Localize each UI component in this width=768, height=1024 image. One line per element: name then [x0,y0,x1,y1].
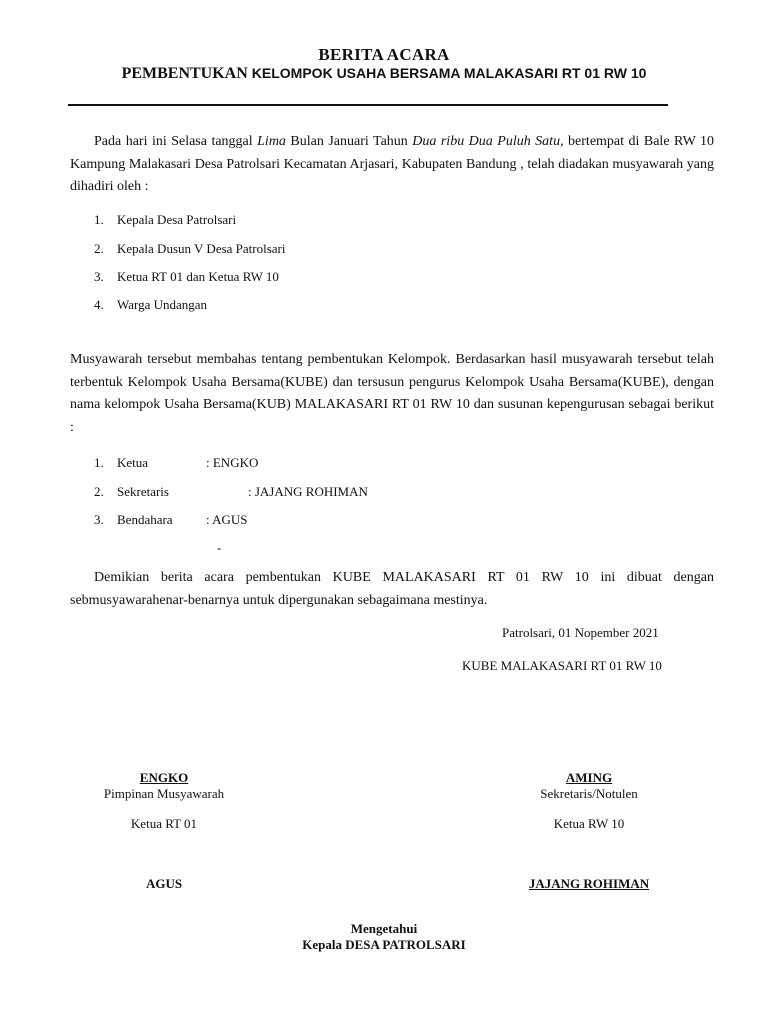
signatory-right-title: Sekretaris/Notulen [540,786,638,801]
list-text: Kepala Dusun V Desa Patrolsari [117,241,286,256]
village-head-title [204,937,564,953]
list-item [94,269,494,287]
signatory-right-role: Ketua RW 10 [553,816,625,831]
list-item [94,212,494,230]
list-number: 1. [94,212,104,227]
discussion-paragraph: Musyawarah tersebut membahas tentang pembentukan Kelompok. Berdasarkan hasil musyawarah tersebut telah terbentuk Kelompok Usaha Bersama(KUBE) dan tersusun pengurus Kelompok Usaha Bersama(KUBE), dengan nama kelompok Usaha Bersama(KUB) MALAKASARI RT 01 RW 10 dan susunan kepengurusan sebagai berikut : [70,352,714,435]
officer-name: : ENGKO [206,455,259,470]
closing-paragraph [70,567,714,612]
officer-number: 1. [94,455,104,470]
intro-year-words: Dua ribu Dua Puluh Satu, [412,134,564,149]
list-item [94,297,494,315]
officer-role: Sekretaris [117,484,169,499]
closing-text: Demikian berita acara pembentukan KUBE MALAKASARI RT 01 RW 10 ini dibuat dengan sebmusyawarahenar-benarnya untuk dipergunakan sebagaimana mestinya. [70,570,714,608]
list-number: 3. [94,269,104,284]
intro-text-a: Pada hari ini Selasa tanggal [94,134,258,149]
intro-text-b: Bulan Januari Tahun [285,134,413,149]
signatory-left-role: Ketua RT 01 [130,816,198,831]
signatory-left-name-2: AGUS [145,876,183,891]
officer-number: 2. [94,484,104,499]
document-subtitle [0,65,768,83]
officer-name: : AGUS [206,512,248,527]
list-number: 2. [94,241,104,256]
intro-day-word: Lima [257,134,286,149]
list-text: Warga Undangan [117,297,208,312]
signatory-left-title: Pimpinan Musyawarah [103,786,225,801]
intro-paragraph [70,131,714,199]
signatory-right-name-2: JAJANG ROHIMAN [528,876,650,891]
document-title: BERITA ACARA [318,45,450,64]
subtitle-sans: KELOMPOK USAHA BERSAMA MALAKASARI RT 01 RW 10 [251,65,647,81]
signatory-left-name: ENGKO [139,770,189,785]
intro-text-c: bertempat di Bale RW 10 Kampung Malakasari Desa Patrolsari Kecamatan Arjasari, Kabupaten Bandung , telah diadakan musyawarah yang dihadiri oleh : [70,134,715,194]
acknowledge-label: Mengetahui [350,921,418,936]
officer-number: 3. [94,512,104,527]
title-divider [68,104,668,106]
list-text: Kepala Desa Patrolsari [117,212,237,227]
subtitle-serif: PEMBENTUKAN [121,65,248,82]
officer-name: : JAJANG ROHIMAN [248,484,368,499]
officer-role: Ketua [117,455,149,470]
list-text: Ketua RT 01 dan Ketua RW 10 [117,269,279,284]
village-head-prefix: Kepala [302,937,346,952]
officer-role: Bendahara [117,512,173,527]
stray-dash: - [217,540,222,555]
list-item [94,241,494,259]
organization-name: KUBE MALAKASARI RT 01 RW 10 [462,658,662,673]
list-number: 4. [94,297,104,312]
village-head-name: DESA PATROLSARI [345,937,466,952]
place-date: Patrolsari, 01 Nopember 2021 [502,625,659,640]
signatory-right-name: AMING [565,770,613,785]
